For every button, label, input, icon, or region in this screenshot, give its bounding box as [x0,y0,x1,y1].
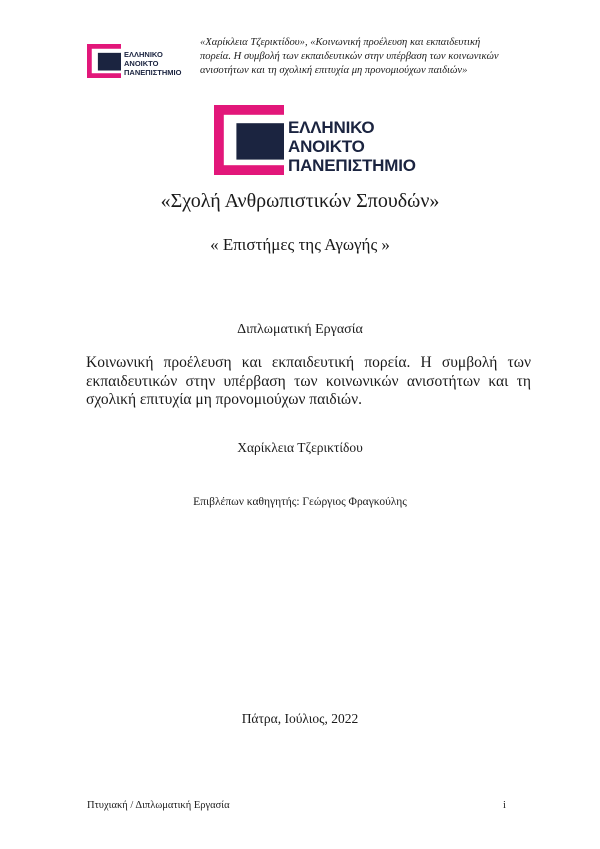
footer-label: Πτυχιακή / Διπλωματική Εργασία [87,800,230,811]
logo-line-3: ΠΑΝΕΠΙΣΤΗΜΙΟ [288,156,416,175]
logo-wordmark-small [124,50,181,77]
author-name: Χαρίκλεια Τζερικτίδου [237,440,363,455]
logo-line-1: ΕΛΛΗΝΙΚΟ [288,118,375,137]
thesis-title: Κοινωνική προέλευση και εκπαιδευτική πορεία. Η συμβολή των εκπαιδευτικών στην υπέρβαση των κοινωνικών ανισοτήτων και τη σχολική επιτυχία μη προνομιούχων παιδιών. [86,354,531,408]
university-logo-small [87,44,187,86]
running-header: «Χαρίκλεια Τζερικτίδου», «Κοινωνική προέλευση και εκπαιδευτική πορεία. Η συμβολή των εκπαιδευτικών στην υπέρβαση των κοινωνικών ανισοτήτων και τη σχολική επιτυχία μη προνομιούχων παιδιών» [200,37,499,76]
document-type: Διπλωματική Εργασία [237,322,363,337]
logo-line-3: ΠΑΝΕΠΙΣΤΗΜΙΟ [124,68,182,77]
logo-line-2: ΑΝΟΙΚΤΟ [124,59,159,68]
department-name: « Επιστήμες της Αγωγής » [210,235,390,254]
supervisor: Επιβλέπων καθηγητής: Γεώργιος Φραγκούλης [193,496,407,508]
logo-line-1: ΕΛΛΗΝΙΚΟ [124,50,163,59]
logo-line-2: ΑΝΟΙΚΤΟ [288,137,365,156]
university-logo-large [214,105,414,180]
university-logo-mark-icon [87,44,121,78]
school-name: «Σχολή Ανθρωπιστικών Σπουδών» [160,190,440,212]
university-logo-mark-icon [214,105,284,175]
place-date: Πάτρα, Ιούλιος, 2022 [241,711,359,726]
logo-wordmark-large [288,118,416,175]
page-number: i [503,800,506,811]
